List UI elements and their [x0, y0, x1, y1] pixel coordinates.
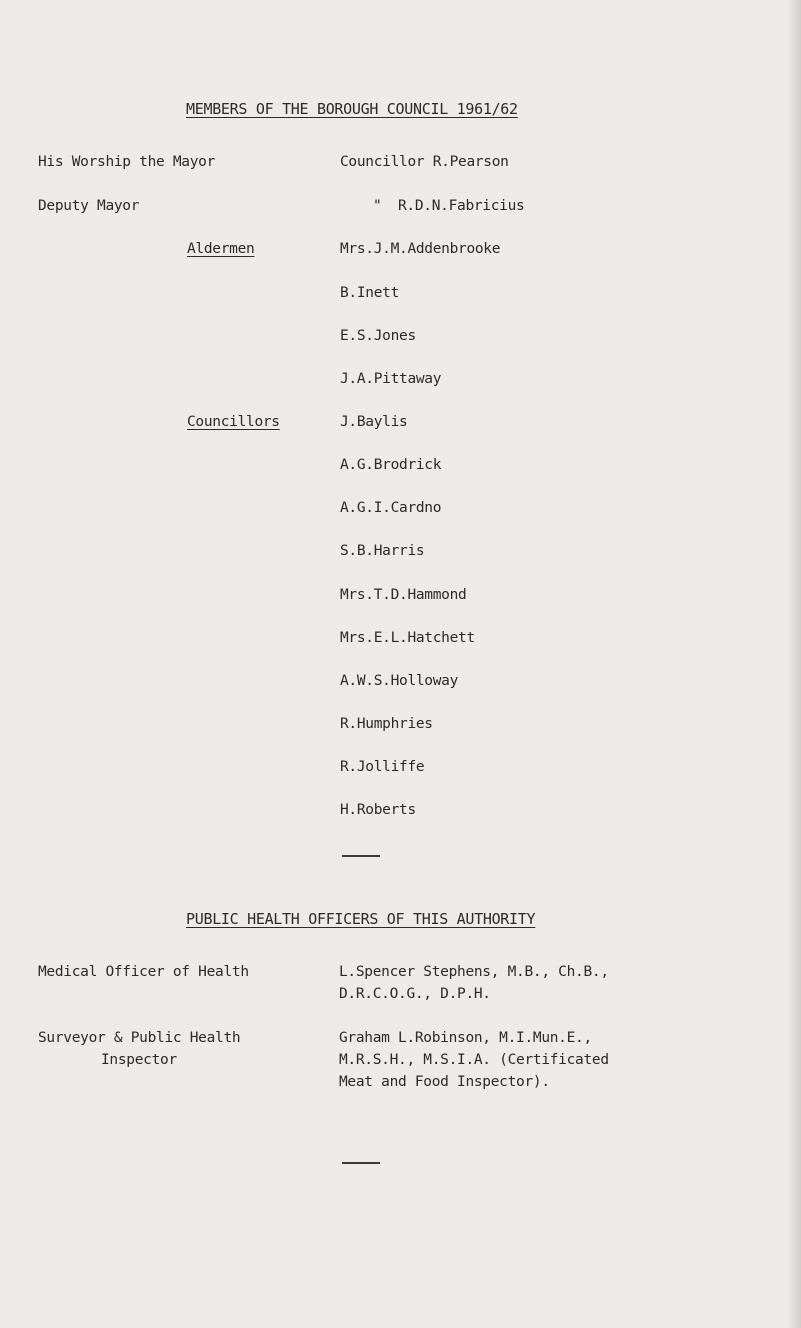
officer-name-line: M.R.S.H., M.S.I.A. (Certificated: [339, 1052, 609, 1068]
page-heading: MEMBERS OF THE BOROUGH COUNCIL 1961/62: [186, 100, 518, 118]
alderman-name: E.S.Jones: [340, 328, 416, 344]
alderman-name: Mrs.J.M.Addenbrooke: [340, 241, 501, 257]
officer-role: Surveyor & Public Health: [38, 1030, 241, 1046]
councillor-name: S.B.Harris: [340, 543, 425, 559]
mayor-name: Councillor R.Pearson: [340, 154, 509, 170]
section-divider: [342, 855, 380, 857]
officer-name-line: D.R.C.O.G., D.P.H.: [339, 986, 491, 1002]
councillor-name: R.Jolliffe: [340, 759, 425, 775]
councillors-label: Councillors: [187, 414, 280, 430]
officer-name-line: L.Spencer Stephens, M.B., Ch.B.,: [339, 964, 609, 980]
aldermen-label: Aldermen: [187, 241, 255, 257]
mayor-label: His Worship the Mayor: [38, 154, 216, 170]
section-divider: [342, 1162, 380, 1164]
alderman-name: J.A.Pittaway: [340, 371, 442, 387]
councillor-name: R.Humphries: [340, 716, 433, 732]
councillor-name: A.G.I.Cardno: [340, 500, 442, 516]
officers-heading: PUBLIC HEALTH OFFICERS OF THIS AUTHORITY: [186, 910, 536, 928]
page-edge-shadow: [787, 0, 801, 1328]
alderman-name: B.Inett: [340, 285, 400, 301]
officer-name-line: Graham L.Robinson, M.I.Mun.E.,: [339, 1030, 592, 1046]
councillor-name: J.Baylis: [340, 414, 408, 430]
councillor-name: Mrs.E.L.Hatchett: [340, 630, 475, 646]
deputy-mayor-name: R.D.N.Fabricius: [398, 198, 525, 214]
councillor-name: Mrs.T.D.Hammond: [340, 587, 467, 603]
councillor-name: H.Roberts: [340, 802, 416, 818]
councillor-name: A.G.Brodrick: [340, 457, 442, 473]
deputy-mayor-label: Deputy Mayor: [38, 198, 140, 214]
officer-name-line: Meat and Food Inspector).: [339, 1074, 550, 1090]
ditto-mark: ": [373, 198, 382, 214]
officer-role: Medical Officer of Health: [38, 964, 249, 980]
officer-role: Inspector: [101, 1052, 177, 1068]
councillor-name: A.W.S.Holloway: [340, 673, 459, 689]
